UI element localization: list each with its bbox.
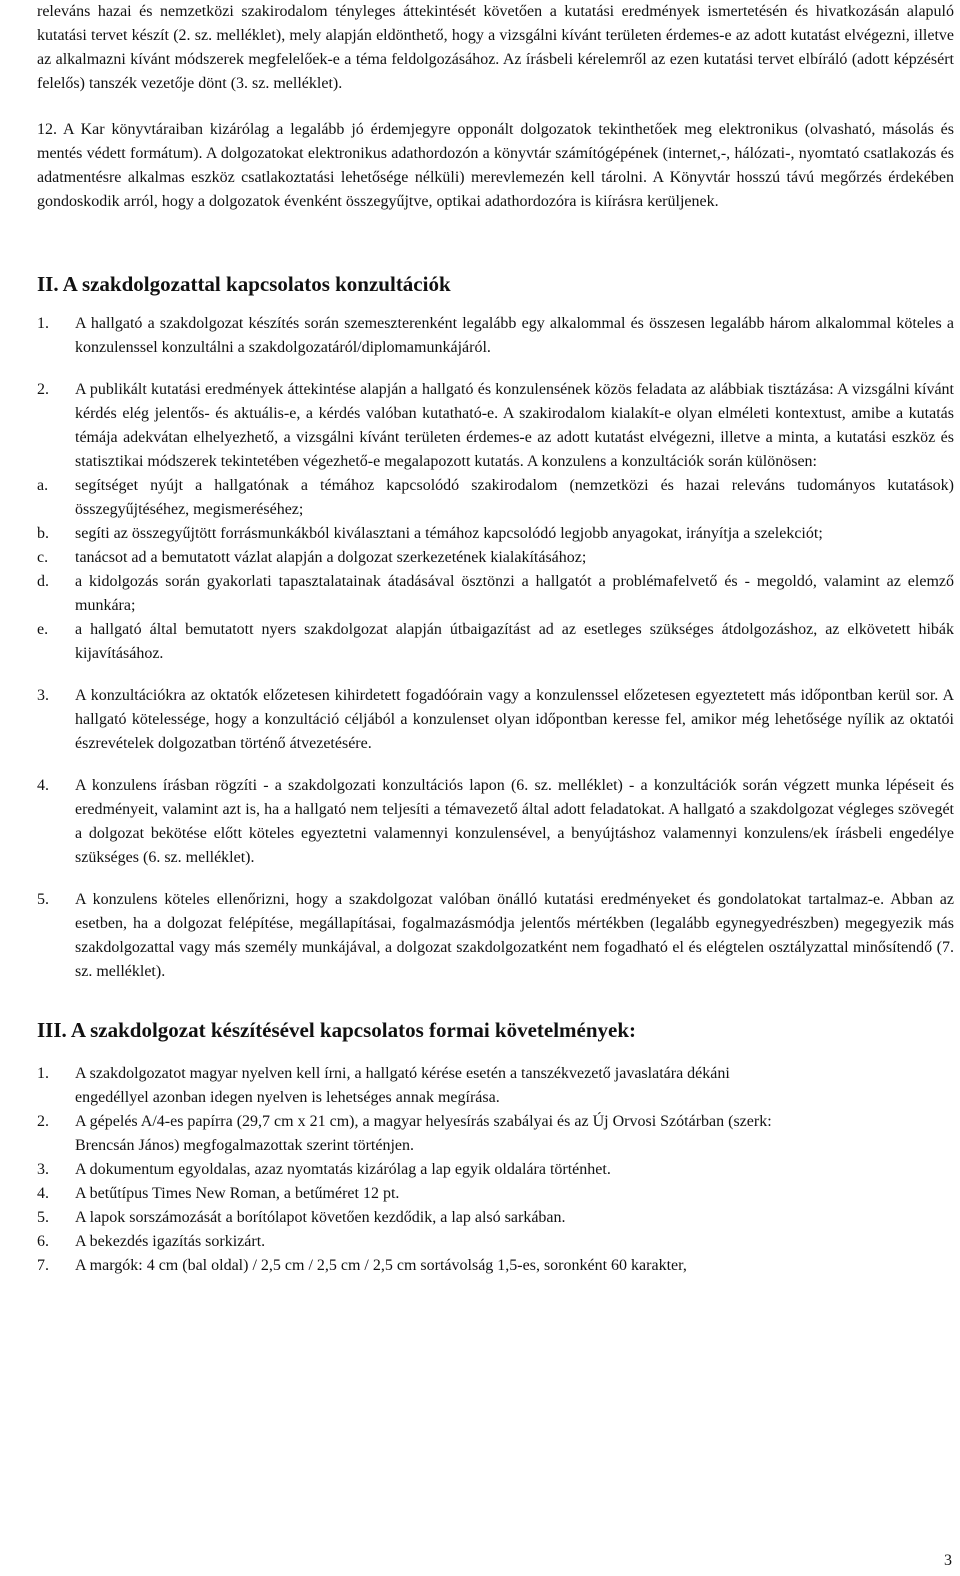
list-item — [37, 1254, 954, 1278]
item-number: 5. — [37, 1209, 49, 1226]
item-number: 6. — [37, 1233, 49, 1250]
list-item — [37, 684, 954, 756]
section-2-heading: II. A szakdolgozattal kapcsolatos konzultációk — [37, 272, 451, 296]
sub-list — [37, 474, 954, 666]
item-line-2: Brencsán János) megfogalmazottak szerint történjen. — [75, 1137, 414, 1154]
list-item — [37, 774, 954, 870]
sub-item-letter: c. — [37, 549, 49, 566]
item-text — [75, 1062, 954, 1110]
item-number: 1. — [37, 315, 49, 332]
list-item — [37, 378, 954, 474]
item-text: A margók: 4 cm (bal oldal) / 2,5 cm / 2,5 cm / 2,5 cm sortávolság 1,5-es, soronként 60 karakter, — [75, 1257, 687, 1274]
item-number: 2. — [37, 1113, 49, 1130]
list-item — [37, 1062, 954, 1110]
item-text: A publikált kutatási eredmények áttekintése alapján a hallgató és konzulensének közös feladata az alábbiak tisztázása: A vizsgálni kívánt kérdés elég jelentős- és aktuális-e, a kérdés valóban kutatható-e. A szakirodalom kialakít-e olyan elméleti kontextust, amibe a kutatás témája adekvátan elhelyezhető, a vizsgálni kívánt területen érdemes-e az adott kutatást elvégezni, illetve a minta, a kutatási eszköz és statisztikai módszerek tekintetében végezhető-e megalapozott kutatás. A konzulens a konzultációk során különösen: — [75, 381, 954, 470]
section-3-list — [37, 1062, 954, 1278]
sub-item-letter: a. — [37, 477, 49, 494]
sub-list-item — [37, 522, 954, 546]
item-number: 1. — [37, 1065, 49, 1082]
item-number: 5. — [37, 891, 49, 908]
sub-item-letter: e. — [37, 621, 49, 638]
item-text: A hallgató a szakdolgozat készítés során szemeszterenként legalább egy alkalommal és összesen legalább három alkalommal köteles a konzulenssel konzultálni a szakdolgozatáról/diplomamunkájáról. — [75, 315, 954, 356]
item-number: 3. — [37, 687, 49, 704]
item-text: A konzulens köteles ellenőrizni, hogy a szakdolgozat valóban önálló kutatási eredményeket és gondolatokat tartalmaz-e. Abban az esetben, ha a dolgozat felépítése, megállapításai, fogalmazásmódja jelentős mértékben (legalább egynegyedrészben) megegyezik más szakdolgozattal vagy más személy munkájával, a dolgozat szakdolgozatként nem fogadható el és elégtelen osztályzattal minősítendő (7. sz. melléklet). — [75, 891, 954, 980]
paragraph-12-body: A Kar könyvtáraiban kizárólag a legalább jó érdemjegyre opponált dolgozatok tekinthetőek meg elektronikus (olvasható, másolás és mentés védett formátum). A dolgozatokat elektronikus adathordozón a könyvtár számítógépének (internet,-, hálózati-, nyomtató csatlakozás és adatmentésre alkalmas eszköz csatlakoztatási lehetősége nélküli) merevlemezén kell tárolni. A Könyvtár hosszú távú megőrzés érdekében gondoskodik arról, hogy a dolgozatok évenként összegyűjtve, optikai adathordozóra is kiírásra kerüljenek. — [37, 121, 955, 210]
sub-list-item — [37, 546, 954, 570]
section-3-heading: III. A szakdolgozat készítésével kapcsolatos formai követelmények: — [37, 1018, 637, 1042]
document-page — [37, 0, 954, 1278]
list-item — [37, 312, 954, 360]
item-text: A bekezdés igazítás sorkizárt. — [75, 1233, 266, 1250]
list-item — [37, 1230, 954, 1254]
list-item — [37, 1182, 954, 1206]
item-text: A betűtípus Times New Roman, a betűméret 12 pt. — [75, 1185, 400, 1202]
list-item — [37, 888, 954, 984]
item-line-2: engedéllyel azonban idegen nyelven is lehetséges annak megírása. — [75, 1089, 500, 1106]
sub-item-letter: b. — [37, 525, 49, 542]
sub-item-letter: d. — [37, 573, 49, 590]
sub-item-text: a kidolgozás során gyakorlati tapasztalatainak átadásával ösztönzi a hallgatót a problémafelvető és - megoldó, valamint az elemző munkára; — [75, 573, 954, 614]
item-line-1: A gépelés A/4-es papírra (29,7 cm x 21 cm), a magyar helyesírás szabályai és az Új Orvosi Szótárban (szerk: — [75, 1113, 772, 1130]
section-2-list — [37, 312, 954, 984]
list-item — [37, 1206, 954, 1230]
sub-item-text: segíti az összegyűjtött forrásmunkákból kiválasztani a témához kapcsolódó legjobb anyagokat, irányítja a szelekciót; — [75, 525, 823, 542]
sub-list-item — [37, 474, 954, 522]
item-number: 4. — [37, 777, 49, 794]
paragraph-12-number: 12. — [37, 121, 57, 138]
sub-item-text: segítséget nyújt a hallgatónak a témához kapcsolódó szakirodalom (nemzetközi és hazai releváns tudományos kutatások) összegyűjtéséhez, megismeréséhez; — [75, 477, 954, 518]
intro-paragraph: releváns hazai és nemzetközi szakirodalom tényleges áttekintését követően a kutatási eredmények ismertetésén és hivatkozásán alapuló kutatási tervet készít (2. sz. melléklet), mely alapján eldönthető, hogy a vizsgálni kívánt területen érdemes-e az adott kutatást elvégezni, illetve az alkalmazni kívánt módszerek megfelelőek-e a téma feldolgozásához. Az írásbeli kérelemről az ezen kutatási tervet elbíráló (adott képzésért felelős) tanszék vezetője dönt (3. sz. melléklet). — [37, 3, 954, 92]
item-text: A lapok sorszámozását a borítólapot követően kezdődik, a lap alsó sarkában. — [75, 1209, 566, 1226]
item-text — [75, 1110, 954, 1158]
item-line-1: A szakdolgozatot magyar nyelven kell írni, a hallgató kérése esetén a tanszékvezető javaslatára dékáni — [75, 1065, 730, 1082]
item-text: A konzulens írásban rögzíti - a szakdolgozati konzultációs lapon (6. sz. melléklet) - a konzultációk során végzett munka lépéseit és eredményeit, valamint azt is, ha a hallgató nem teljesíti a témavezető által adott feladatokat. A hallgató a szakdolgozat végleges szövegét a dolgozat bekötése előtt köteles egyeztetni valamennyi konzulensével, a benyújtáshoz valamennyi konzulens/ek írásbeli engedélye szükséges (6. sz. melléklet). — [75, 777, 954, 866]
page-number: 3 — [944, 1552, 952, 1569]
sub-list-item — [37, 570, 954, 618]
list-item — [37, 1158, 954, 1182]
paragraph-12 — [37, 118, 954, 214]
sub-item-text: a hallgató által bemutatott nyers szakdolgozat alapján útbaigazítást ad az esetleges szükséges átdolgozáshoz, az elkövetett hibák kijavításához. — [75, 621, 954, 662]
sub-item-text: tanácsot ad a bemutatott vázlat alapján a dolgozat szerkezetének kialakításához; — [75, 549, 587, 566]
item-number: 3. — [37, 1161, 49, 1178]
item-number: 4. — [37, 1185, 49, 1202]
sub-list-item — [37, 618, 954, 666]
item-text: A konzultációkra az oktatók előzetesen kihirdetett fogadóórain vagy a konzulenssel előzetesen egyeztetett más időpontban kerül sor. A hallgató kötelessége, hogy a konzultáció céljából a konzulenset olyan időpontban keresse fel, amikor még lehetősége nyílik az oktatói észrevételek dolgozatban történő átvezetésére. — [75, 687, 954, 752]
paragraph-12-text — [37, 118, 954, 214]
item-number: 2. — [37, 381, 49, 398]
item-text: A dokumentum egyoldalas, azaz nyomtatás kizárólag a lap egyik oldalára történhet. — [75, 1161, 611, 1178]
item-number: 7. — [37, 1257, 49, 1274]
list-item — [37, 1110, 954, 1158]
